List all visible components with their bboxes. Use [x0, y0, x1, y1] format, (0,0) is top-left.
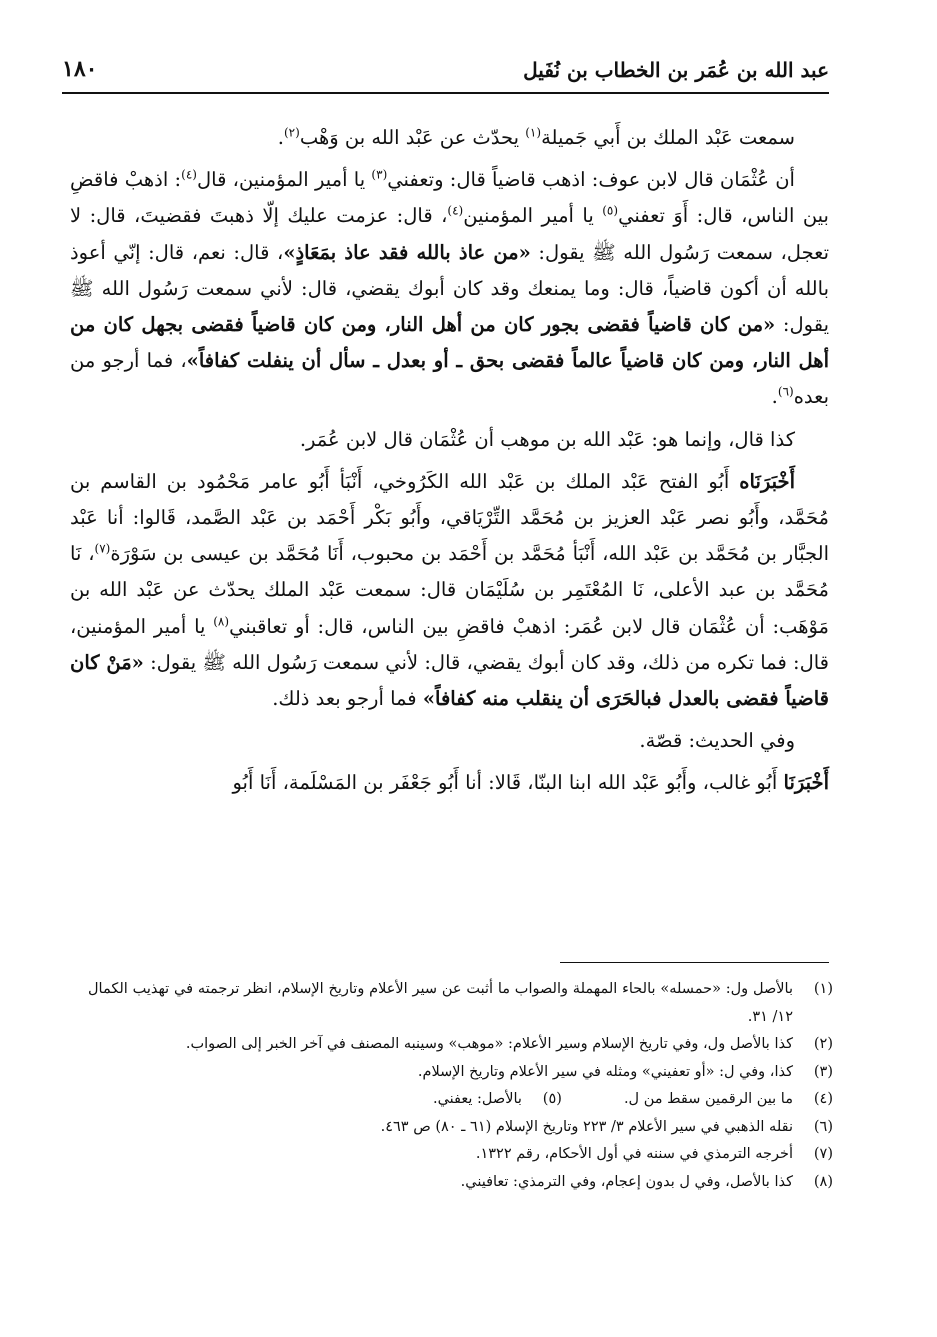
- footnote-ref: (٤): [181, 167, 197, 182]
- footnote-ref: (٤): [447, 203, 464, 218]
- footnote-number: (٧): [813, 1146, 833, 1162]
- footnote-text: بالأصل: يعفني.: [432, 1091, 522, 1107]
- footnotes: [88, 976, 833, 1196]
- footnote-8: [88, 1169, 833, 1197]
- footnote-number: (٣): [813, 1063, 833, 1080]
- footnote-3: [88, 1059, 833, 1087]
- footnote-text: ما بين الرقمين سقط من ل.: [623, 1091, 793, 1107]
- footnote-number: (٥): [542, 1091, 562, 1107]
- footnote-text: كذا بالأصل، وفي ل بدون إعجام، وفي الترمذي: تعافيني.: [460, 1173, 793, 1190]
- text-run: يا أمير المؤمنين، قال: فما تكره من ذلك، وقد كان أبوك يقضي، قال: لأني سمعت رَسُول الله ﷺ يقول:: [70, 614, 829, 674]
- footnote-number: (٢): [813, 1036, 833, 1052]
- hadith-quote: «من عاذ بالله فقد عاذ بمَعَاذٍ»: [283, 240, 531, 264]
- text-run: سمعت عَبْد الملك بن أَبي جَميلة: [541, 126, 795, 149]
- text-run: : اذهبْ فاقضِ بين الناس، قال: أَوَ تعفني: [70, 168, 829, 228]
- footnote-ref: (٦): [777, 384, 794, 399]
- page-number: ١٨٠: [62, 56, 98, 82]
- running-title: عبد الله بن عُمَر بن الخطاب بن نُفَيل: [523, 58, 829, 82]
- footnote-number: (٤): [813, 1091, 833, 1107]
- paragraph-4: [70, 464, 829, 717]
- text-run: أَبُو غالب، وأَبُو عَبْد الله ابنا البنّا، قَالا: أنا أَبُو جَعْفَر بن المَسْلَمة، أَنَا أَبُو: [232, 771, 784, 795]
- footnote-ref: (٢): [283, 125, 300, 140]
- footnote-text: بالأصل ول: «حمسله» بالحاء المهملة والصواب ما أثبت عن سير الأعلام وتاريخ الإسلام، انظر ترجمته في تهذيب الكمال ١٢/ ٣١.: [88, 981, 793, 1025]
- footnote-5: [433, 1086, 562, 1114]
- footnote-text: كذا بالأصل ول، وفي تاريخ الإسلام وسير الأعلام: «موهب» وسينبه المصنف في آخر الخبر إلى الصواب.: [185, 1036, 793, 1052]
- footnote-2: [88, 1031, 833, 1059]
- footnote-1: [88, 976, 833, 1031]
- text-run: ، قال: عزمت عليك إلّا ذهبتَ فقضيتَ، قال: لا تعجل، سمعت رَسُول الله ﷺ يقول:: [70, 204, 829, 264]
- footnote-ref: (٥): [602, 203, 619, 218]
- hadith-quote: «مَنْ كان قاضياً فقضى بالعدل فبالحَرَى أن ينقلب منه كفافاً»: [70, 650, 829, 711]
- footnote-ref: (١): [525, 125, 542, 140]
- page-header: [62, 52, 829, 94]
- footnote-text: نقله الذهبي في سير الأعلام ٣/ ٢٢٣ وتاريخ الإسلام (٦١ ـ ٨٠) ص ٤٦٣.: [380, 1118, 793, 1135]
- paragraph-1: [70, 120, 829, 156]
- text-run: .: [771, 385, 778, 409]
- text-run: ، فما أرجو من بعده: [70, 349, 829, 409]
- text-run: .: [277, 126, 284, 149]
- text-run: ، قال: نعم، قال: إنّي أعوذ بالله أن أكون قاضياً، قال: وما يمنعك وقد كان أبوك يقضي، قال: لأني سمعت رَسُول الله ﷺ يقول:: [70, 240, 829, 337]
- hadith-quote: «من كان قاضياً فقضى بجور كان من أهل النار، ومن كان قاضياً فقضى بجهل كان من أهل النار، ومن كان قاضياً عالماً فقضى بحق ـ أو بعدل ـ سأل أن ينفلت كفافاً»: [70, 313, 829, 373]
- isnad-lead: أَخْبَرَنَا: [783, 771, 829, 795]
- footnote-7: [88, 1141, 833, 1169]
- footnote-number: (١): [813, 981, 833, 997]
- text-run: أن عُثْمَان قال لابن عوف: اذهب قاضياً قال: وتعفني: [387, 168, 795, 192]
- footnote-number: (٦): [813, 1118, 833, 1135]
- footnote-ref: (٨): [213, 614, 230, 629]
- text-run: أَبُو الفتح عَبْد الملك بن عَبْد الله الكَرُوخي، أَنْبَأ أَبُو عامر مَحْمُود بن القاسم بن مُحَمَّد، وأَبُو نصر عَبْد العزيز بن مُحَمَّد التِّرْيَاقي، وأَبُو بَكْر أَحْمَد بن عَبْد الصَّمد، قَالوا: أنا عَبْد الجبَّار بن مُحَمَّد بن عَبْد الله، أَنْبَأ مُحَمَّد بن أَحْمَد بن محبوب، أَنَا مُحَمَّد بن عيسى بن سَوْرَة: [70, 469, 829, 566]
- footnote-6: [88, 1114, 833, 1142]
- footnote-row-4-5: [88, 1086, 833, 1114]
- paragraph-5: وفي الحديث: قصّة.: [639, 729, 795, 753]
- footnote-4: [624, 1086, 833, 1114]
- footnote-divider: [560, 962, 829, 963]
- footnote-number: (٨): [813, 1173, 833, 1190]
- main-text: [70, 120, 829, 808]
- footnote-ref: (٧): [94, 541, 111, 556]
- text-run: يحدّث عن عَبْد الله بن وَهْب: [299, 126, 526, 149]
- footnote-text: كذا، وفي ل: «أو تعفيني» ومثله في سير الأعلام وتاريخ الإسلام.: [417, 1063, 793, 1080]
- text-run: يا أمير المؤمنين: [463, 204, 603, 228]
- paragraph-6: [70, 765, 829, 801]
- text-run: يا أمير المؤمنين، قال: [196, 168, 372, 192]
- footnote-ref: (٣): [371, 167, 388, 182]
- isnad-lead: أَخْبَرَنَاه: [739, 469, 795, 493]
- paragraph-2: [70, 162, 829, 415]
- paragraph-3: كذا قال، وإنما هو: عَبْد الله بن موهب أن عُثْمَان قال لابن عُمَر.: [299, 427, 795, 451]
- text-run: ، نَا مُحَمَّد بن عبد الأعلى، نَا المُعْتَمِر بن سُلَيْمَان قال: سمعت عَبْد الملك يحدّث عن عَبْد الله بن مَوْهَب: أن عُثْمَان قال لابن عُمَر: اذهبْ فاقضِ بين الناس، قال: أو تعاقبني: [70, 542, 830, 638]
- footnote-text: أخرجه الترمذي في سننه في أول الأحكام، رقم ١٣٢٢.: [475, 1146, 793, 1162]
- text-run: فما أرجو بعد ذلك.: [272, 687, 423, 711]
